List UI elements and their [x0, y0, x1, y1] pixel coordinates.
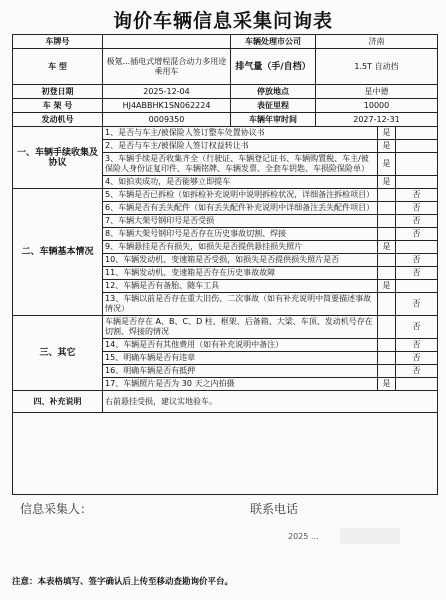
checklist-item-question: 车辆发动机、变速箱是否受损，如损失是否提供损失照片是否: [123, 255, 340, 264]
checklist-item-question: 车辆大架号钢印号是否受损: [118, 216, 215, 225]
checklist-item-question: 如拍卖成功，是否能够立即提车: [118, 177, 231, 186]
checklist-item-number: 9: [105, 242, 111, 251]
checklist-item-text: 1、是否与车主/被保险人签订整车处置协议书: [103, 127, 378, 140]
answer-yes-cell: [378, 293, 396, 316]
checklist-item-number: 1: [105, 128, 111, 137]
answer-yes-cell: [378, 352, 396, 365]
checklist-item-question: 车辆手续是否收集齐全（行驶证、车辆登记证书、车辆购置税、车主/被保险人身份证复印件、车辆铭牌、车辆发票、全套车钥匙、车损险保险单）: [105, 154, 369, 173]
company-label: 车辆处理市公司: [231, 35, 316, 49]
checklist-item-text: 15、明确车辆是否有违章: [103, 352, 378, 365]
answer-no-cell: 否: [396, 228, 438, 241]
answer-no-cell: [396, 378, 438, 391]
answer-yes-cell: 是: [378, 153, 396, 176]
checklist-item-text: 13、车辆以前是否存在重大旧伤、二次事故（如有补充说明中简要描述事故情况）: [103, 293, 378, 316]
checklist-item-text: 7、车辆大架号钢印号是否受损: [103, 215, 378, 228]
company-value: 济南: [316, 35, 438, 49]
checklist-item-text: 4、如拍卖成功，是否能够立即提车: [103, 176, 378, 189]
checklist-item-question: 车辆悬挂是否有损失，如损失是否提供悬挂损失照片: [118, 242, 303, 251]
answer-yes-cell: 是: [378, 140, 396, 153]
answer-yes-cell: [378, 267, 396, 280]
answer-yes-cell: [378, 316, 396, 339]
checklist-row: [13, 189, 438, 202]
checklist-item-number: 16: [105, 366, 116, 375]
reg-date-value: 2025-12-04: [103, 85, 231, 99]
checklist-item-question: 明确车辆是否有违章: [123, 353, 196, 362]
footer-note: 注意：本表格填写、签字确认后上传至移动查勘询价平台。: [12, 577, 234, 587]
answer-no-cell: 否: [396, 316, 438, 339]
checklist-item-number: 15: [105, 353, 116, 362]
checklist-item-number: 11: [105, 268, 116, 277]
signature-area: [13, 413, 438, 495]
checklist-item-number: 3: [105, 154, 111, 163]
plate-value: [103, 35, 231, 49]
checklist-item-number: 8: [105, 229, 111, 238]
page-title: 询价车辆信息采集问询表: [112, 10, 333, 32]
supplement-text: 右前悬挂受损，建议实地验车。: [103, 391, 438, 413]
checklist-item-question: 车辆是否存在 A、B、C、D 柱、框架、后备箱、大梁、车顶、发动机号存在切割、焊接的情况: [105, 317, 373, 336]
answer-yes-cell: 是: [378, 280, 396, 293]
answer-yes-cell: 是: [378, 127, 396, 140]
park-label: 停放地点: [231, 85, 316, 99]
checklist-item-question: 车辆是否有备胎、随车工具: [123, 281, 220, 290]
answer-no-cell: 否: [396, 293, 438, 316]
answer-no-cell: [396, 127, 438, 140]
answer-no-cell: [396, 176, 438, 189]
engine-value: 0009350: [103, 113, 231, 127]
checklist-row: [13, 316, 438, 339]
checklist-item-text: 16、明确车辆是否有抵押: [103, 365, 378, 378]
checklist-item-text: 9、车辆悬挂是否有损失，如损失是否提供悬挂损失照片: [103, 241, 378, 254]
collector-label: 信息采集人：: [20, 502, 93, 516]
checklist-item-number: 10: [105, 255, 116, 264]
checklist-item-text: 11、车辆发动机、变速箱是否存在历史事故故障: [103, 267, 378, 280]
checklist-item-text: 14、车辆是否有其他费用（如有补充说明中备注）: [103, 339, 378, 352]
section-label: 三、其它: [13, 316, 103, 391]
plate-label: 车牌号: [13, 35, 103, 49]
checklist-item-number: 6: [105, 203, 111, 212]
inquiry-form-table: [12, 34, 438, 495]
park-value: 星中德: [316, 85, 438, 99]
answer-no-cell: 否: [396, 365, 438, 378]
answer-no-cell: 否: [396, 339, 438, 352]
answer-yes-cell: [378, 339, 396, 352]
vin-label: 车 架 号: [13, 99, 103, 113]
section-label: 一、车辆手续收集及协议: [13, 127, 103, 189]
checklist-item-question: 是否与车主/被保险人签订权益转让书: [118, 141, 249, 150]
model-label: 车 型: [13, 49, 103, 85]
answer-no-cell: [396, 241, 438, 254]
displacement-label: 排气量（手/自档）: [231, 49, 316, 85]
answer-yes-cell: 是: [378, 378, 396, 391]
checklist-row: [13, 127, 438, 140]
sign-date: 2025 ...: [288, 532, 319, 541]
checklist-item-question: 车辆发动机、变速箱是否存在历史事故故障: [123, 268, 276, 277]
checklist-item-text: 17、车辆照片是否为 30 天之内拍摄: [103, 378, 378, 391]
checklist-item-question: 车辆是否已拆检（如拆检补充说明中说明拆检状况，详细备注拆检项目）: [118, 190, 375, 199]
handwritten-signature-blur: [340, 528, 400, 544]
checklist-item-number: 12: [105, 281, 116, 290]
checklist-item-question: 车辆以前是否存在重大旧伤、二次事故（如有补充说明中简要描述事故情况）: [105, 294, 372, 313]
answer-yes-cell: [378, 189, 396, 202]
mileage-value: 10000: [316, 99, 438, 113]
checklist-body: [13, 127, 438, 391]
answer-yes-cell: [378, 254, 396, 267]
checklist-item-text: [103, 316, 378, 339]
checklist-item-text: 5、车辆是否已拆检（如拆检补充说明中说明拆检状况，详细备注拆检项目）: [103, 189, 378, 202]
answer-no-cell: [396, 153, 438, 176]
checklist-item-text: 8、车辆大架号钢印号是否存在历史事故切割、焊接: [103, 228, 378, 241]
inspect-label: 车辆年审时间: [231, 113, 316, 127]
answer-no-cell: [396, 280, 438, 293]
checklist-item-number: 7: [105, 216, 111, 225]
inspect-value: 2027-12-31: [316, 113, 438, 127]
section-label: 二、车辆基本情况: [13, 189, 103, 316]
checklist-item-text: 10、车辆发动机、变速箱是否受损，如损失是否提供损失照片是否: [103, 254, 378, 267]
answer-no-cell: 否: [396, 189, 438, 202]
answer-no-cell: 否: [396, 254, 438, 267]
checklist-item-number: 13: [105, 294, 116, 303]
checklist-item-question: 明确车辆是否有抵押: [123, 366, 196, 375]
checklist-item-number: 17: [105, 379, 116, 388]
checklist-item-text: 3、车辆手续是否收集齐全（行驶证、车辆登记证书、车辆购置税、车主/被保险人身份证复印件、车辆铭牌、车辆发票、全套车钥匙、车损险保险单）: [103, 153, 378, 176]
checklist-item-question: 车辆大架号钢印号是否存在历史事故切割、焊接: [118, 229, 287, 238]
checklist-item-number: 4: [105, 177, 111, 186]
model-value: 极氪...插电式增程混合动力多用途乘用车: [103, 49, 231, 85]
checklist-item-text: 6、车辆是否有丢失配件（如有丢失配件补充说明中详细备注丢失配件项目）: [103, 202, 378, 215]
answer-no-cell: 否: [396, 352, 438, 365]
supplement-label: 四、补充说明: [13, 391, 103, 413]
answer-yes-cell: [378, 365, 396, 378]
phone-label: 联系电话: [250, 502, 299, 516]
checklist-item-number: 2: [105, 141, 111, 150]
answer-no-cell: [396, 140, 438, 153]
displacement-value: 1.5T 自动挡: [316, 49, 438, 85]
answer-yes-cell: [378, 202, 396, 215]
checklist-item-question: 车辆照片是否为 30 天之内拍摄: [123, 379, 235, 388]
checklist-item-question: 是否与车主/被保险人签订整车处置协议书: [118, 128, 265, 137]
mileage-label: 表征里程: [231, 99, 316, 113]
checklist-item-number: 5: [105, 190, 111, 199]
checklist-item-text: 12、车辆是否有备胎、随车工具: [103, 280, 378, 293]
answer-yes-cell: 是: [378, 176, 396, 189]
checklist-item-text: 2、是否与车主/被保险人签订权益转让书: [103, 140, 378, 153]
engine-label: 发动机号: [13, 113, 103, 127]
answer-yes-cell: [378, 228, 396, 241]
checklist-item-question: 车辆是否有丢失配件（如有丢失配件补充说明中详细备注丢失配件项目）: [118, 203, 375, 212]
checklist-item-number: 14: [105, 340, 116, 349]
vin-value: HJ4ABBHK1SN062224: [103, 99, 231, 113]
answer-no-cell: 否: [396, 202, 438, 215]
answer-no-cell: 否: [396, 267, 438, 280]
reg-date-label: 初登日期: [13, 85, 103, 99]
answer-yes-cell: 是: [378, 241, 396, 254]
answer-yes-cell: [378, 215, 396, 228]
answer-no-cell: 否: [396, 215, 438, 228]
checklist-item-question: 车辆是否有其他费用（如有补充说明中备注）: [123, 340, 284, 349]
